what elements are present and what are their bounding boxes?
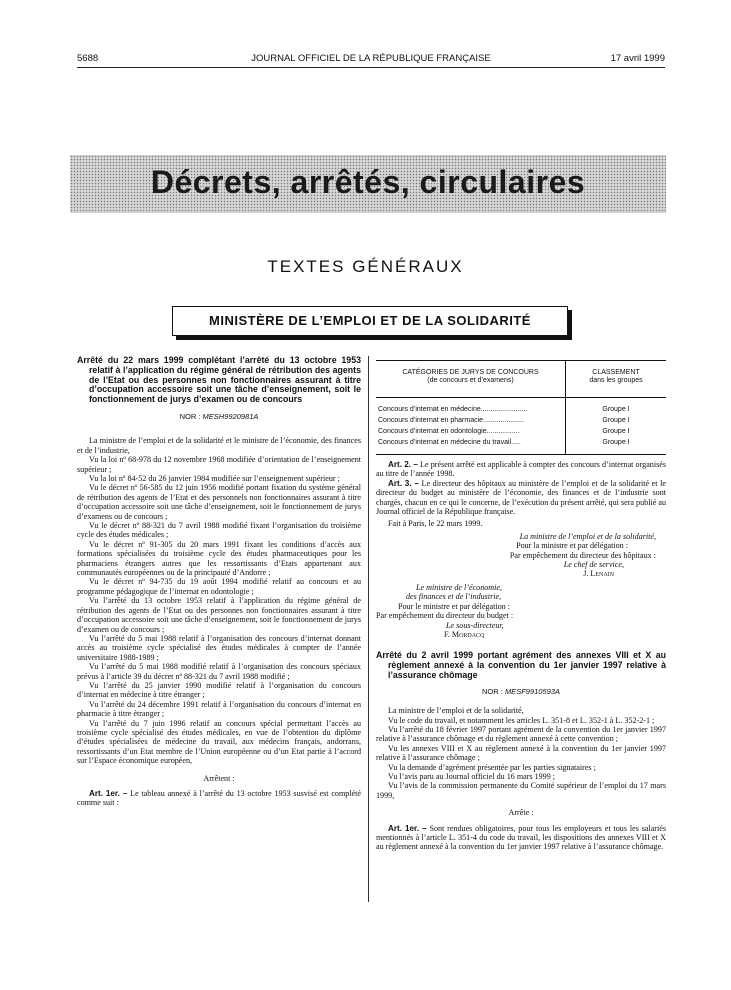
- nor-label: NOR :: [482, 686, 505, 696]
- arrete: Arrête :: [508, 808, 534, 818]
- paragraph: Vu l’arrêté du 13 octobre 1953 relatif à l’application du régime général de rétribution des agents de l’Etat ou des personnes non fonctionnaires assurant à titre d’occupation accessoire soit une tâche d’enseignement, soit le fonctionnement de jurys d’examen ou de concours ;: [77, 596, 361, 634]
- paragraph: Vu l’arrêté du 5 mai 1988 relatif à l’organisation des concours d’internat donnant accès au troisième cycle spécialisé des études médicales à compter de l’année universitaire 1988-1989 ;: [77, 633, 361, 662]
- signature2-minister-line2: des finances et de l’industrie,: [406, 592, 502, 602]
- section-title: TEXTES GÉNÉRAUX: [267, 257, 464, 276]
- arrete1-visas: [77, 436, 361, 765]
- paragraph: Vu le décret nº 56-585 du 12 juin 1956 modifié portant fixation du système général de rétribution des agents de l’Etat et des personnels non fonctionnaires assurant à titre d’occupation accessoire soit une tâche d’enseignement, soit le fonctionnement de jurys d’examens ou de concours ;: [77, 483, 361, 521]
- paragraph: Vu l’avis paru au Journal officiel du 16 mars 1999 ;: [388, 771, 556, 781]
- page-number: 5688: [77, 53, 99, 64]
- signature1-delegation: Pour la ministre et par délégation :: [516, 541, 628, 551]
- signature2-name: F. Mordacq: [444, 629, 485, 639]
- col2-subheader: dans les groupes: [589, 377, 643, 384]
- paragraph: Vu l’arrêté du 24 décembre 1991 relatif à l’organisation du concours d’internat en pharmacie à titre étranger ;: [77, 699, 361, 719]
- banner-title: Décrets, arrêtés, circulaires: [150, 164, 586, 200]
- arrete1-title: Arrêté du 22 mars 1999 complétant l’arrêté du 13 octobre 1953 relatif à l’application du régime général de rétribution des agents de l’Etat ou des personnes non fonctionnaires assurant à titre d’occupation accessoire soit une tâche d’enseignement, soit le fonctionnement de jurys d’examen ou de concours: [77, 355, 361, 405]
- col2-header: CLASSEMENT: [592, 369, 640, 376]
- signature2-impediment: Par empêchement du directeur du budget :: [376, 611, 514, 621]
- table-header-classement: [566, 361, 667, 398]
- done-at: Fait à Paris, le 22 mars 1999.: [388, 519, 483, 529]
- article-label: Art. 1er. –: [89, 789, 128, 799]
- row-category: Concours d’internat en médecine........................: [378, 406, 528, 413]
- signature1-role: Le chef de service,: [563, 560, 624, 570]
- article-3: [376, 479, 666, 517]
- paragraph: Vu la demande d’agrément présentée par les parties signataires ;: [388, 762, 596, 772]
- running-header: [77, 53, 665, 67]
- signature1-impediment: Par empêchement du directeur des hôpitaux :: [509, 550, 656, 560]
- nor-code: MESH9920981A: [202, 411, 259, 421]
- signature2-minister-line1: Le ministre de l’économie,: [416, 582, 503, 592]
- issue-date: 17 avril 1999: [610, 53, 665, 64]
- arretent: Arrêtent :: [203, 773, 235, 783]
- row-category: Concours d’internat en médecine du travail.....: [378, 439, 521, 446]
- paragraph: Vu l’avis de la commission permanente du Comité supérieur de l’emploi du 17 mars 1999,: [376, 781, 666, 800]
- paragraph: Vu le décret nº 91-305 du 20 mars 1991 fixant les conditions d’accès aux formations spécialisées du troisième cycle des études pharmaceutiques pour les pharmaciens étrangers autres que les ressortissants d’Etats appartenant aux communautés européennes ou de la principauté d’Andorre ;: [77, 539, 361, 578]
- col1-subheader: (de concours et d’examens): [427, 377, 514, 384]
- row-group: Groupe I: [566, 426, 667, 437]
- column-divider: [368, 356, 369, 902]
- left-column: [77, 356, 361, 808]
- row-group: Groupe I: [566, 404, 667, 415]
- article-label: Art. 2. –: [388, 460, 418, 469]
- arrete2-title: Arrêté du 2 avril 1999 portant agrément des annexes VIII et X au règlement annexé à la convention du 1er janvier 1997 relative à l’assurance chômage: [376, 650, 666, 680]
- article-text: Le directeur des hôpitaux au ministère de l’emploi et de la solidarité et le directeur du budget au ministère de l’économie, des finances et de l’industrie sont chargés, chacun en ce qui le concerne, de l’exécution du présent arrêté, qui sera publié au Journal officiel de la République française.: [376, 478, 666, 517]
- paragraph: Vu l’arrêté du 7 juin 1996 relatif au concours spécial permettant l’accès au troisième cycle spécialisé des études médicales, en vue de l’obtention du diplôme d’études spécialisées de médecine du travail, aux médecins français, andorrans, ressortissants d’un Etat membre de l’Union européenne ou d’un Etat partie à l’accord sur l’Espace économique européen,: [77, 718, 361, 766]
- right-column: [376, 360, 666, 852]
- arrete2-nor: [376, 687, 666, 696]
- paragraph: Vu l’arrêté du 18 février 1997 portant agrément de la convention du 1er janvier 1997 relative à l’assurance chômage et du règlement annexé à cette convention ;: [376, 724, 666, 744]
- paragraph: Vu les annexes VIII et X au règlement annexé à la convention du 1er janvier 1997 relative à l’assurance chômage ;: [376, 743, 666, 763]
- row-group: Groupe I: [566, 437, 667, 448]
- table-row: [376, 426, 666, 437]
- paragraph: La ministre de l’emploi et de la solidarité et le ministre de l’économie, des finances et de l’industrie,: [77, 436, 361, 455]
- journal-title: JOURNAL OFFICIEL DE LA RÉPUBLIQUE FRANÇAISE: [251, 53, 491, 64]
- table-row: [376, 404, 666, 415]
- article-1: [376, 824, 666, 852]
- article-2: [376, 460, 666, 479]
- row-category: Concours d’internat en pharmacie.....................: [378, 417, 524, 424]
- article-label: Art. 3. –: [388, 478, 419, 488]
- article-text: Sont rendues obligatoires, pour tous les employeurs et tous les salariés mentionnés à l’article L. 351-4 du code du travail, les dispositions des annexes VIII et X au règlement annexé à la convention du 1er janvier 1997 relative à l’assurance chômage.: [376, 823, 666, 852]
- table-row: [376, 415, 666, 426]
- paragraph: Vu le code du travail, et notamment les articles L. 351-8 et L. 352-1 à L. 352-2-1 ;: [388, 715, 655, 725]
- signature1-minister: La ministre de l’emploi et de la solidarité,: [519, 531, 656, 541]
- article-text: Le présent arrêté est applicable à compter des concours d’internat organisés au titre de l’année 1998.: [376, 460, 666, 479]
- row-group: Groupe I: [566, 415, 667, 426]
- article-1: [77, 789, 361, 808]
- jury-table: [376, 360, 666, 455]
- row-category: Concours d’internat en odontologie.................: [378, 428, 520, 435]
- paragraph: Vu le décret nº 94-735 du 19 août 1994 modifié relatif au concours et au programme pédagogique de l’internat en odontologie ;: [77, 577, 361, 596]
- article-label: Art. 1er. –: [388, 823, 427, 833]
- arrete1-nor: [77, 412, 361, 421]
- header-rule: [77, 67, 665, 68]
- paragraph: Vu l’arrêté du 25 janvier 1990 modifié relatif à l’organisation du concours d’internat en médecine à titre étranger ;: [77, 680, 361, 700]
- ministry-box: MINISTÈRE DE L’EMPLOI ET DE LA SOLIDARITÉ: [172, 306, 568, 336]
- paragraph: Vu le décret nº 88-321 du 7 avril 1988 modifié fixant l’organisation du troisième cycle des études médicales ;: [77, 521, 361, 540]
- paragraph: La ministre de l’emploi et de la solidarité,: [388, 706, 524, 716]
- nor-code: MESF9910593A: [504, 686, 560, 696]
- arrete2-visas: [376, 706, 666, 800]
- paragraph: Vu la loi nº 68-978 du 12 novembre 1968 modifiée d’orientation de l’enseignement supérieur ;: [77, 455, 361, 474]
- nor-label: NOR :: [179, 411, 203, 421]
- paragraph: Vu l’arrêté du 5 mai 1988 modifié relatif à l’organisation des concours spéciaux prévus à l’article 39 du décret nº 88-321 du 7 avril 1988 modifié ;: [77, 662, 361, 681]
- col1-header: CATÉGORIES DE JURYS DE CONCOURS: [402, 369, 539, 376]
- table-row: [376, 437, 666, 448]
- signature2-role: Le sous-directeur,: [446, 620, 504, 630]
- paragraph: Vu la loi nº 84-52 du 26 janvier 1984 modifiée sur l’enseignement supérieur ;: [89, 474, 340, 484]
- table-header-categories: [376, 361, 566, 398]
- article-text: Le tableau annexé à l’arrêté du 13 octobre 1953 susvisé est complété comme suit :: [77, 789, 361, 808]
- signature1-name: J. Lenain: [583, 569, 614, 579]
- signature2-delegation: Pour le ministre et par délégation :: [398, 601, 510, 611]
